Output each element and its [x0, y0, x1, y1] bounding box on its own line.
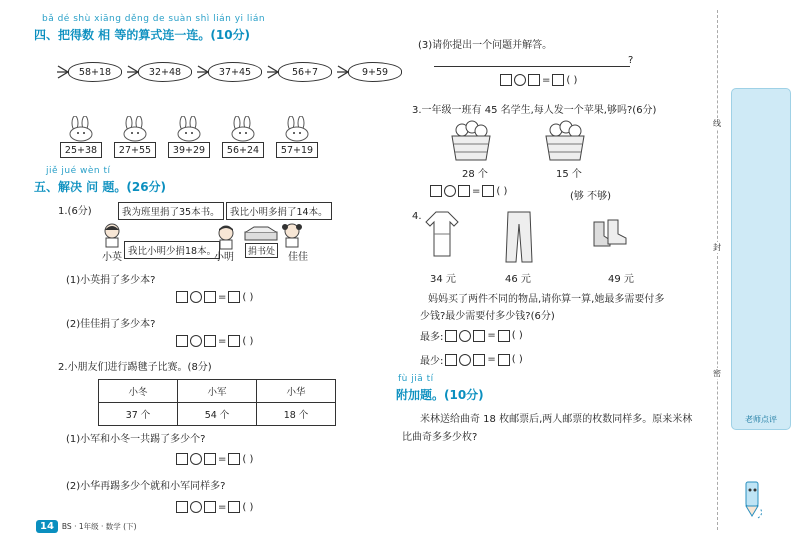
binding-mark: 密 — [713, 369, 721, 378]
table-header: 小华 — [257, 380, 336, 403]
rabbit-expression: 25+38 — [60, 142, 102, 158]
q2-label: 2.小朋友们进行踢毽子比赛。(8分) — [58, 362, 212, 373]
sec4-pinyin: bǎ dé shù xiāng děng de suàn shì lián yi lián — [42, 14, 266, 24]
basket2-count: 15 个 — [556, 169, 582, 180]
answer-box[interactable] — [176, 291, 188, 303]
teacher-comment-panel — [731, 88, 791, 430]
question-mark: ? — [628, 55, 634, 66]
q4-label: 4. — [412, 211, 422, 222]
answer-box[interactable] — [176, 453, 188, 465]
rabbit-row — [60, 116, 318, 158]
unit-paren: ( ) — [566, 74, 578, 86]
basket1-count: 28 个 — [462, 169, 488, 180]
answer-box[interactable] — [473, 330, 485, 342]
apple-basket-icon — [448, 118, 494, 162]
q2-sub1: (1)小军和小冬一共踢了多少个? — [66, 434, 206, 445]
unit-paren: ( ) — [511, 330, 523, 341]
rabbit-icon — [280, 116, 314, 142]
q3-options: (够 不够) — [570, 191, 611, 202]
unit-paren: ( ) — [242, 335, 254, 347]
binding-mark: 线 — [713, 119, 721, 128]
carrot-leaf-icon — [266, 65, 278, 79]
answer-box[interactable] — [498, 354, 510, 366]
carrot[interactable] — [266, 62, 332, 82]
binding-line — [717, 10, 718, 530]
answer-row[interactable]: = ( ) — [430, 185, 507, 197]
answer-box[interactable] — [204, 291, 216, 303]
rabbit[interactable] — [60, 116, 102, 158]
girl-icon — [100, 222, 124, 248]
girl-icon — [280, 222, 304, 248]
bonus-text1: 米林送给曲奇 18 枚邮票后,两人邮票的枚数同样多。原来米林 — [420, 414, 693, 425]
answer-box[interactable] — [176, 335, 188, 347]
carrot-leaf-icon — [196, 65, 208, 79]
carrot-leaf-icon — [126, 65, 138, 79]
unit-paren: ( ) — [511, 354, 523, 365]
boy-icon — [214, 224, 238, 250]
least-label: 最少: — [420, 356, 444, 367]
carrot-row — [56, 62, 402, 82]
answer-box[interactable] — [228, 291, 240, 303]
price-dress: 34 元 — [430, 274, 456, 285]
answer-row[interactable]: = ( ) — [176, 335, 253, 347]
answer-line[interactable] — [434, 52, 630, 67]
carrot-expression: 37+45 — [208, 62, 262, 82]
bonus-text2: 比曲奇多多少枚? — [402, 432, 478, 443]
apple-basket-icon — [542, 118, 588, 162]
carrot[interactable] — [126, 62, 192, 82]
q4-text2: 少钱?最少需要付多少钱?(6分) — [420, 311, 555, 322]
binding-mark: 封 — [713, 243, 721, 252]
table-header: 小冬 — [99, 380, 178, 403]
operator-circle[interactable] — [444, 185, 456, 197]
books-icon — [244, 226, 278, 242]
table-cell: 37 个 — [99, 403, 178, 426]
unit-paren: ( ) — [242, 501, 254, 513]
pencil-mascot-icon — [738, 478, 766, 520]
rabbit-expression: 27+55 — [114, 142, 156, 158]
answer-box[interactable] — [204, 335, 216, 347]
sec5-title: 五、解决 问 题。(26分) — [34, 180, 167, 194]
operator-circle[interactable] — [190, 335, 202, 347]
rabbit[interactable] — [222, 116, 264, 158]
unit-paren: ( ) — [242, 453, 254, 465]
carrot-expression: 58+18 — [68, 62, 122, 82]
q4-text1: 妈妈买了两件不同的物品,请你算一算,她最多需要付多 — [428, 294, 665, 305]
operator-circle[interactable] — [190, 453, 202, 465]
answer-box[interactable] — [445, 330, 457, 342]
carrot-expression: 32+48 — [138, 62, 192, 82]
sec4-title: 四、把得数 相 等的算式连一连。(10分) — [34, 28, 251, 42]
carrot-leaf-icon — [56, 65, 68, 79]
answer-row[interactable]: = ( ) — [176, 501, 253, 513]
unit-paren: ( ) — [242, 291, 254, 303]
sec5-pinyin: jiě jué wèn tí — [46, 166, 111, 176]
rabbit-expression: 56+24 — [222, 142, 264, 158]
table-cell: 18 个 — [257, 403, 336, 426]
q1-label: 1.(6分) — [58, 206, 92, 217]
operator-circle[interactable] — [190, 291, 202, 303]
unit-paren: ( ) — [496, 185, 508, 197]
answer-row-least[interactable]: 最少: = ( ) — [420, 354, 523, 367]
q3-sub3: (3)请你提出一个问题并解答。 — [418, 40, 553, 51]
rabbit[interactable] — [168, 116, 210, 158]
page-footer — [36, 520, 137, 533]
bonus-title: 附加题。(10分) — [396, 388, 484, 402]
rabbit-expression: 57+19 — [276, 142, 318, 158]
table-header: 小军 — [178, 380, 257, 403]
speech-bubble: 我为班里捐了35本书。 — [118, 202, 224, 220]
table-header-row — [99, 380, 336, 403]
answer-box[interactable] — [498, 330, 510, 342]
carrot[interactable] — [56, 62, 122, 82]
score-table — [98, 379, 336, 426]
answer-row[interactable]: = ( ) — [500, 74, 577, 86]
operator-circle[interactable] — [514, 74, 526, 86]
q1-sub1: (1)小英捐了多少本? — [66, 275, 156, 286]
name-xiaoming: 小明 — [214, 252, 234, 263]
page-number: 14 — [36, 520, 58, 533]
footer-text: BS · 1年级 · 数学 (下) — [61, 522, 137, 531]
rabbit-icon — [226, 116, 260, 142]
rabbit-icon — [64, 116, 98, 142]
carrot-expression: 9+59 — [348, 62, 402, 82]
carrot-leaf-icon — [336, 65, 348, 79]
answer-box[interactable] — [228, 453, 240, 465]
dress-icon — [424, 210, 460, 258]
answer-box[interactable] — [204, 453, 216, 465]
bonus-pinyin: fù jiā tí — [398, 374, 434, 384]
answer-box[interactable] — [228, 501, 240, 513]
answer-box[interactable] — [228, 335, 240, 347]
q1-sub2: (2)佳佳捐了多少本? — [66, 319, 156, 330]
carrot-expression: 56+7 — [278, 62, 332, 82]
table-row — [99, 403, 336, 426]
q3-label: 3.一年级一班有 45 名学生,每人发一个苹果,够吗?(6分) — [412, 105, 657, 116]
boots-icon — [592, 218, 628, 248]
operator-circle[interactable] — [459, 354, 471, 366]
answer-box[interactable] — [204, 501, 216, 513]
rabbit-expression: 39+29 — [168, 142, 210, 158]
operator-circle[interactable] — [190, 501, 202, 513]
rabbit[interactable] — [276, 116, 318, 158]
speech-bubble: 我比小明多捐了14本。 — [226, 202, 332, 220]
answer-box[interactable] — [473, 354, 485, 366]
donation-sign: 捐书处 — [245, 243, 278, 258]
rabbit-icon — [118, 116, 152, 142]
operator-circle[interactable] — [459, 330, 471, 342]
answer-row[interactable]: = ( ) — [176, 453, 253, 465]
q2-sub2: (2)小华再踢多少个就和小军同样多? — [66, 481, 226, 492]
answer-box[interactable] — [445, 354, 457, 366]
rabbit[interactable] — [114, 116, 156, 158]
speech-bubble: 我比小明少捐18本。 — [124, 241, 220, 259]
trousers-icon — [504, 210, 534, 264]
answer-box[interactable] — [500, 74, 512, 86]
price-boots: 49 元 — [608, 274, 634, 285]
price-trousers: 46 元 — [505, 274, 531, 285]
table-cell: 54 个 — [178, 403, 257, 426]
most-label: 最多: — [420, 332, 444, 343]
answer-box[interactable] — [176, 501, 188, 513]
carrot[interactable] — [196, 62, 262, 82]
teacher-comment-label: 老师点评 — [745, 415, 777, 424]
name-jiajia: 佳佳 — [288, 252, 308, 263]
answer-box[interactable] — [458, 185, 470, 197]
name-xiaoying: 小英 — [102, 252, 122, 263]
answer-box[interactable] — [552, 74, 564, 86]
answer-box[interactable] — [528, 74, 540, 86]
answer-row[interactable]: = ( ) — [176, 291, 253, 303]
answer-box[interactable] — [482, 185, 494, 197]
answer-box[interactable] — [430, 185, 442, 197]
rabbit-icon — [172, 116, 206, 142]
answer-row-most[interactable]: 最多: = ( ) — [420, 330, 523, 343]
carrot[interactable] — [336, 62, 402, 82]
